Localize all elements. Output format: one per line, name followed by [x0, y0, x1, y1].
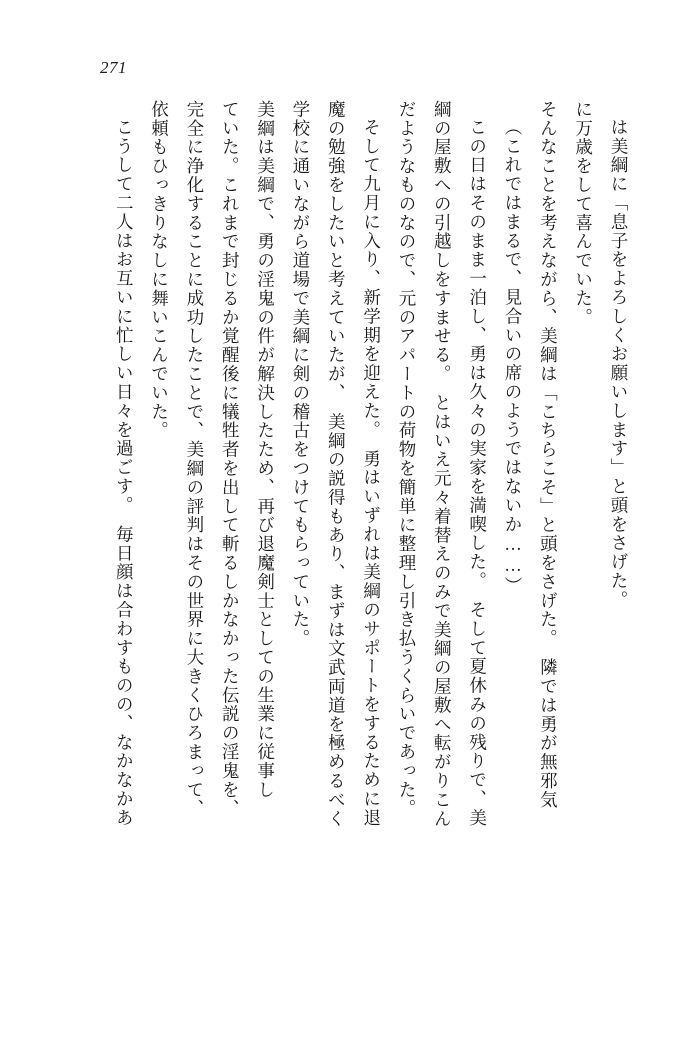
page-number: 271 — [100, 58, 127, 77]
paragraph-line: 完全に浄化することに成功したことで、美綱の評判はその世界に大きくひろまって、 — [184, 100, 205, 819]
paragraph-line: は美綱に「息子をよろしくお願いします」と頭をさげた。 — [609, 117, 629, 609]
paragraph-line: 学校に通いながら道場で美綱に剣の稽古をつけてもらっていた。 — [290, 100, 311, 649]
paragraph-line: 依頼もひっきりなしに舞いこんでいた。 — [149, 100, 170, 441]
paragraph-line: 綱の屋敷への引越しをすませる。 とはいえ元々着替えのみで美綱の屋敷へ転がりこん — [432, 100, 453, 829]
paragraph-line: だようなものなので、元のアパートの荷物を簡単に整理し引き払うくらいであった。 — [396, 100, 417, 819]
paragraph-line: （これではまるで、見合いの席のようではないか……） — [502, 117, 523, 595]
paragraph-line: ていた。これまで封じるか覚醒後に犠牲者を出して斬るしかなかった伝説の淫鬼を、 — [220, 100, 241, 819]
paragraph-line: 美綱は美綱で、勇の淫鬼の件が解決したため、再び退魔剣士としての生業に従事し — [255, 100, 276, 800]
paragraph-line: に万歳をして喜んでいた。 — [573, 100, 594, 327]
paragraph-line: そして九月に入り、新学期を迎えた。 勇はいずれは美綱のサポートをするために退 — [361, 117, 382, 827]
paragraph-line: そんなことを考えながら、美綱は「こちらこそ」と頭をさげた。 隣では勇が無邪気 — [538, 100, 559, 810]
body-text-block — [96, 100, 636, 970]
paragraph-line: こうして二人はお互いに忙しい日々を過ごす。 毎日顔は合わすものの、なかなかあ — [114, 117, 135, 827]
paragraph-line: この日はそのまま一泊し、勇は久々の実家を満喫した。 そして夏休みの残りで、美 — [467, 117, 488, 827]
paragraph-line: 魔の勉強をしたいと考えていたが、 美綱の説得もあり、まずは文武両道を極めるべく — [326, 100, 347, 829]
